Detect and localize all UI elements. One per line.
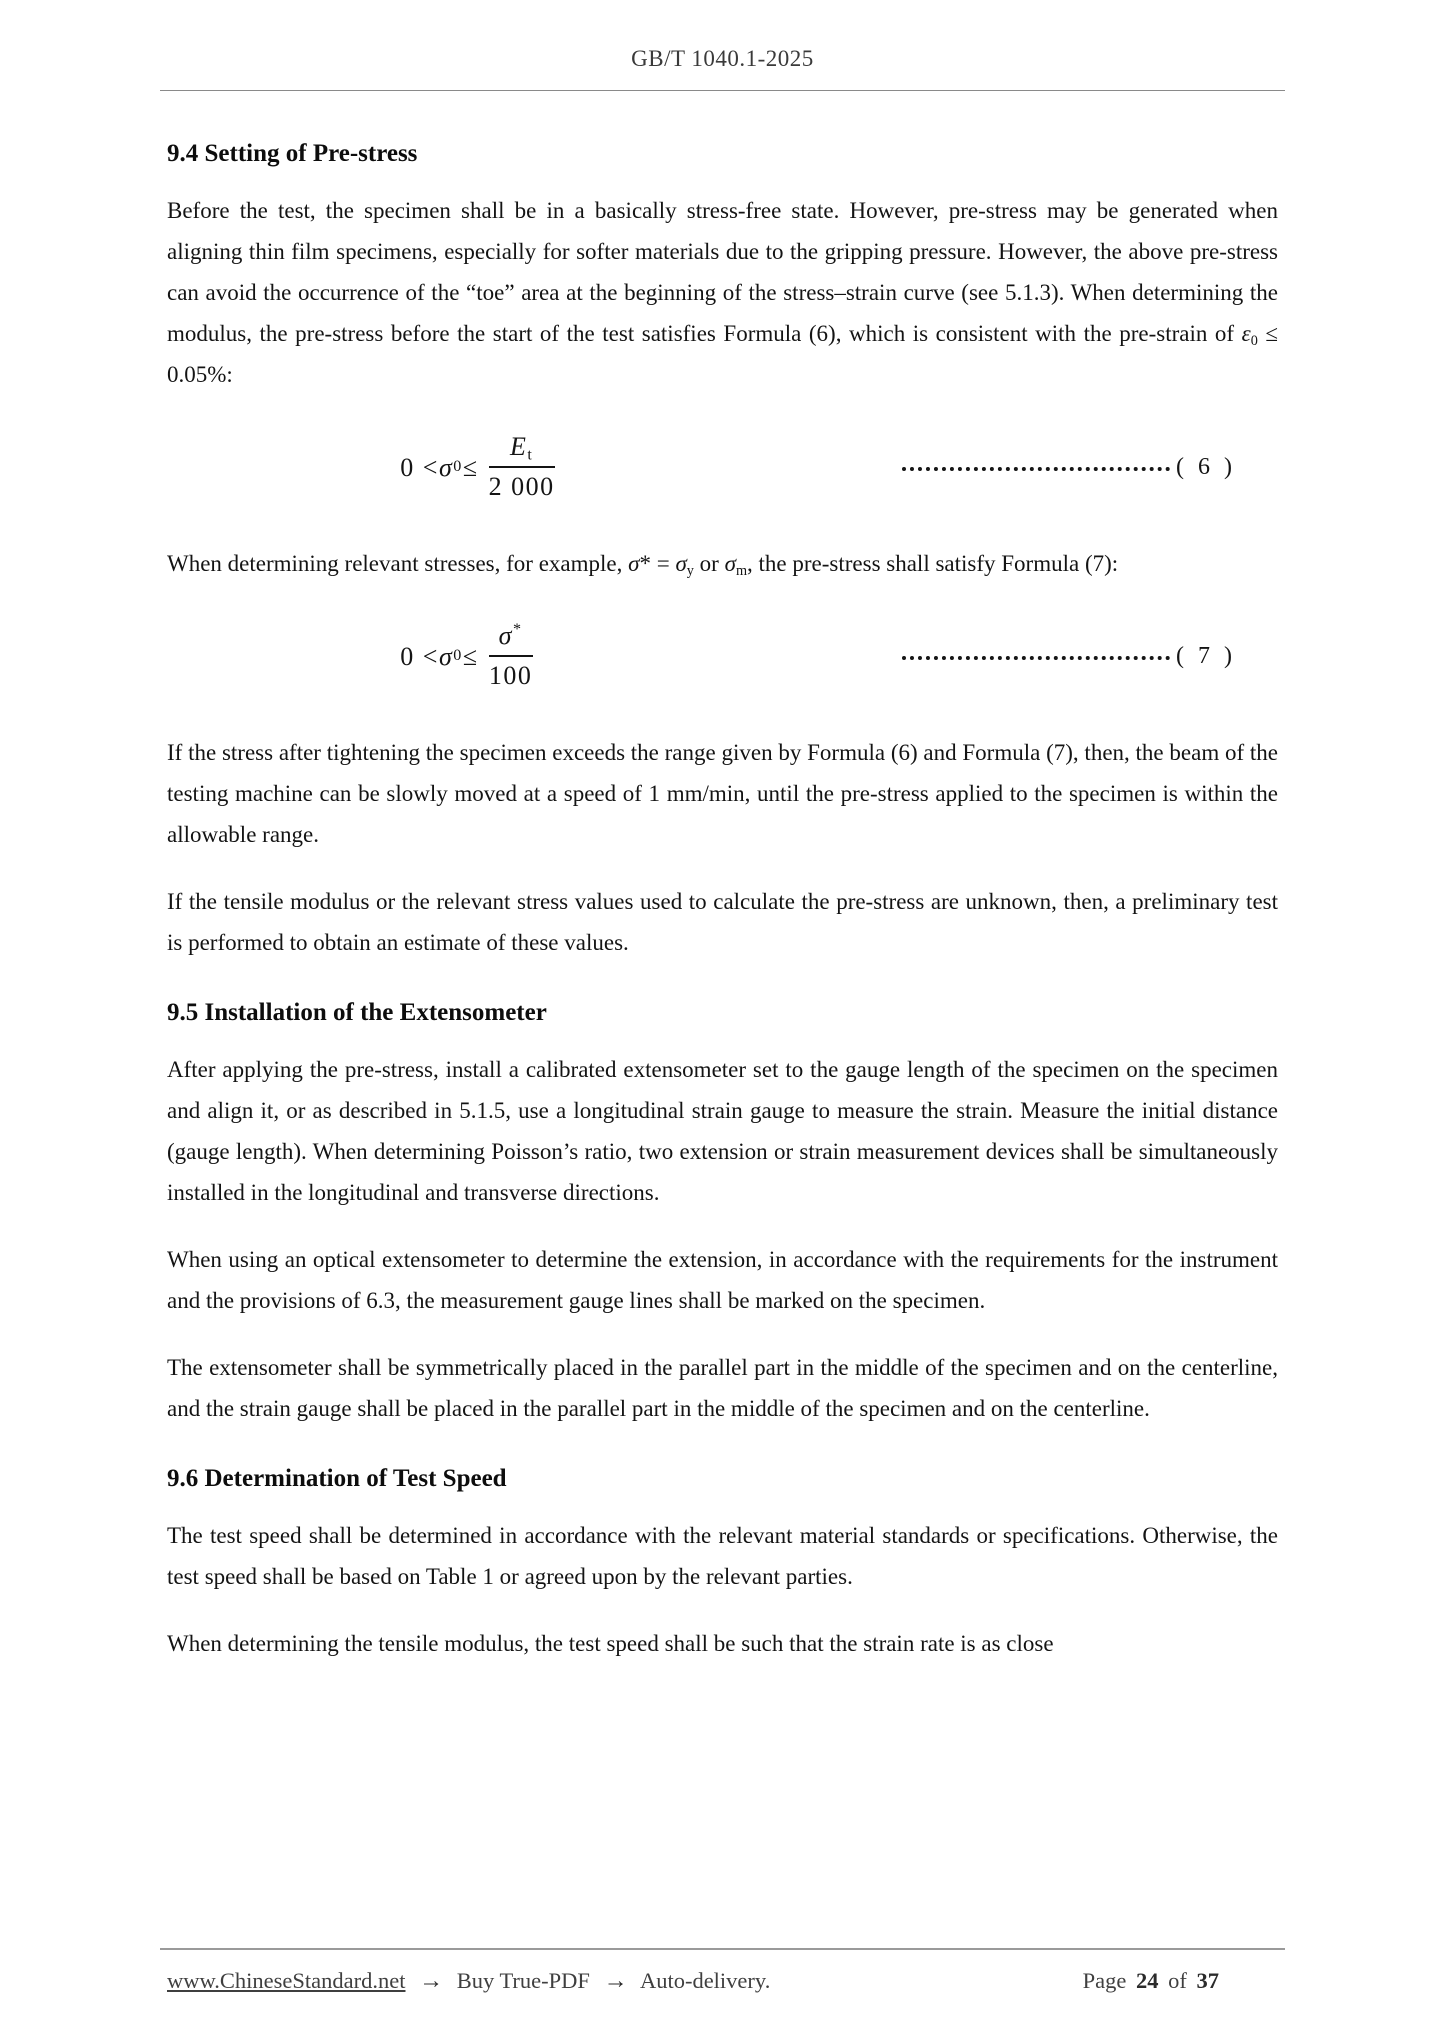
text-segment: The test speed shall be determined in accordance with the relevant material standards or specifications. Otherwise, the test speed shall be based on Table 1 or agreed upon by the relevant parties. [167,1523,1278,1589]
text-segment: σ [675,551,687,576]
page-label: Page [1082,1968,1127,1993]
formula-number: ( 6 ) [1176,453,1236,480]
arrow-icon: → [603,1968,628,1994]
text-segment: 0 < [400,641,439,671]
text-segment: σ [724,551,736,576]
delivery-text: Auto-delivery. [639,1968,771,1993]
text-segment: The extensometer shall be symmetrically placed in the parallel part in the middle of the specimen and on the centerline, and the strain gauge shall be placed in the parallel part in the middle of the specimen and on the centerline. [167,1355,1278,1421]
text-segment: 0 < [400,452,439,482]
fraction-denominator [489,468,555,504]
paragraph [167,732,1278,855]
page-indicator [1083,1968,1223,1994]
footer-left [167,1968,770,1995]
text-segment: 2 000 [488,472,555,501]
text-segment: σ [628,551,640,576]
text-segment: * [512,620,523,638]
text-segment: σ [498,620,513,650]
site-link[interactable]: www.ChineseStandard.net [167,1968,406,1993]
page-header [167,0,1278,72]
document-body [167,104,1278,1690]
text-segment: 100 [488,661,533,690]
formula-number: ( 7 ) [1176,642,1236,669]
text-segment: If the tensile modulus or the relevant stress values used to calculate the pre-stress are unknown, then, a preliminary test is performed to obtain an estimate of these values. [167,889,1278,955]
paragraph [167,543,1278,584]
page-footer [167,1968,1278,1995]
fraction-numerator [489,620,533,658]
text-segment: When determining the tensile modulus, the test speed shall be such that the strain rate is as close [167,1631,1054,1656]
text-segment: ≤ [462,641,479,671]
formula-expression: 0 < σ 0 ≤ $\frac{\sigma^*}{100}$ [400,620,532,693]
buy-text: Buy True-PDF [456,1968,590,1993]
paragraph [167,1239,1278,1321]
text-segment: σ [438,641,454,671]
paragraph [167,881,1278,963]
text-segment: y [686,562,694,579]
text-segment: If the stress after tightening the specimen exceeds the range given by Formula (6) and Formula (7), then, the beam of the testing machine can be slowly moved at a speed of 1 mm/min, until the pre-stress applied to the specimen is within the allowable range. [167,740,1278,847]
text-segment: E [509,431,528,461]
section-heading: 9.6 Determination of Test Speed [167,1465,507,1492]
text-segment: When determining relevant stresses, for example, [167,551,629,576]
page-current: 24 [1136,1968,1159,1993]
text-segment: 0 [1250,332,1258,349]
text-segment: m [735,562,748,579]
fraction-denominator [489,657,533,693]
paragraph [167,190,1278,395]
text-segment: σ [438,452,454,482]
text-segment: ≤ 0.05%: [167,321,1278,387]
paragraph [167,1515,1278,1597]
header-rule [160,90,1285,91]
text-segment: Before the test, the specimen shall be in a basically stress-free state. However, pre-stress may be generated when aligning thin film specimens, especially for softer materials due to the gripping pressure. However, the above pre-stress can avoid the occurrence of the “toe” area at the beginning of the stress–strain curve (see 5.1.3). When determining the modulus, the pre-stress before the start of the test satisfies Formula (6), which is consistent with the pre-strain of [167,198,1278,346]
fraction-numerator [489,431,555,469]
page-total: 37 [1196,1968,1219,1993]
fraction [489,620,533,693]
section-heading: 9.4 Setting of Pre-stress [167,140,418,167]
text-segment: After applying the pre-stress, install a calibrated extensometer set to the gauge length of the specimen on the specimen and align it, or as described in 5.1.5, use a longitudinal strain gauge to measure the strain. Measure the initial distance (gauge length). When determining Poisson’s ratio, two extension or strain measurement devices shall be simultaneously installed in the longitudinal and transverse directions. [167,1057,1278,1205]
dotted-leader [902,656,1170,660]
paragraph [167,1623,1278,1664]
text-segment: t [527,446,534,463]
text-segment: , the pre-stress shall satisfy Formula (7): [747,551,1119,576]
formula-7 [167,610,1278,702]
text-segment: or [693,551,725,576]
text-segment: ≤ [462,452,479,482]
formula-6 [167,421,1278,513]
fraction [489,431,555,504]
paragraph [167,1049,1278,1213]
text-segment: ε [1241,321,1251,346]
formula-expression: 0 < σ 0 ≤ $\frac{E_t}{2 000}$ [400,431,554,504]
arrow-icon: → [419,1968,444,1994]
of-label: of [1168,1968,1187,1993]
dotted-leader [902,467,1170,471]
section-heading: 9.5 Installation of the Extensometer [167,999,547,1026]
footer-rule [160,1948,1285,1950]
standard-number: GB/T 1040.1-2025 [631,46,814,71]
paragraph [167,1347,1278,1429]
text-segment: * = [639,551,676,576]
text-segment: When using an optical extensometer to determine the extension, in accordance with the requirements for the instrument and the provisions of 6.3, the measurement gauge lines shall be marked on the specimen. [167,1247,1278,1313]
